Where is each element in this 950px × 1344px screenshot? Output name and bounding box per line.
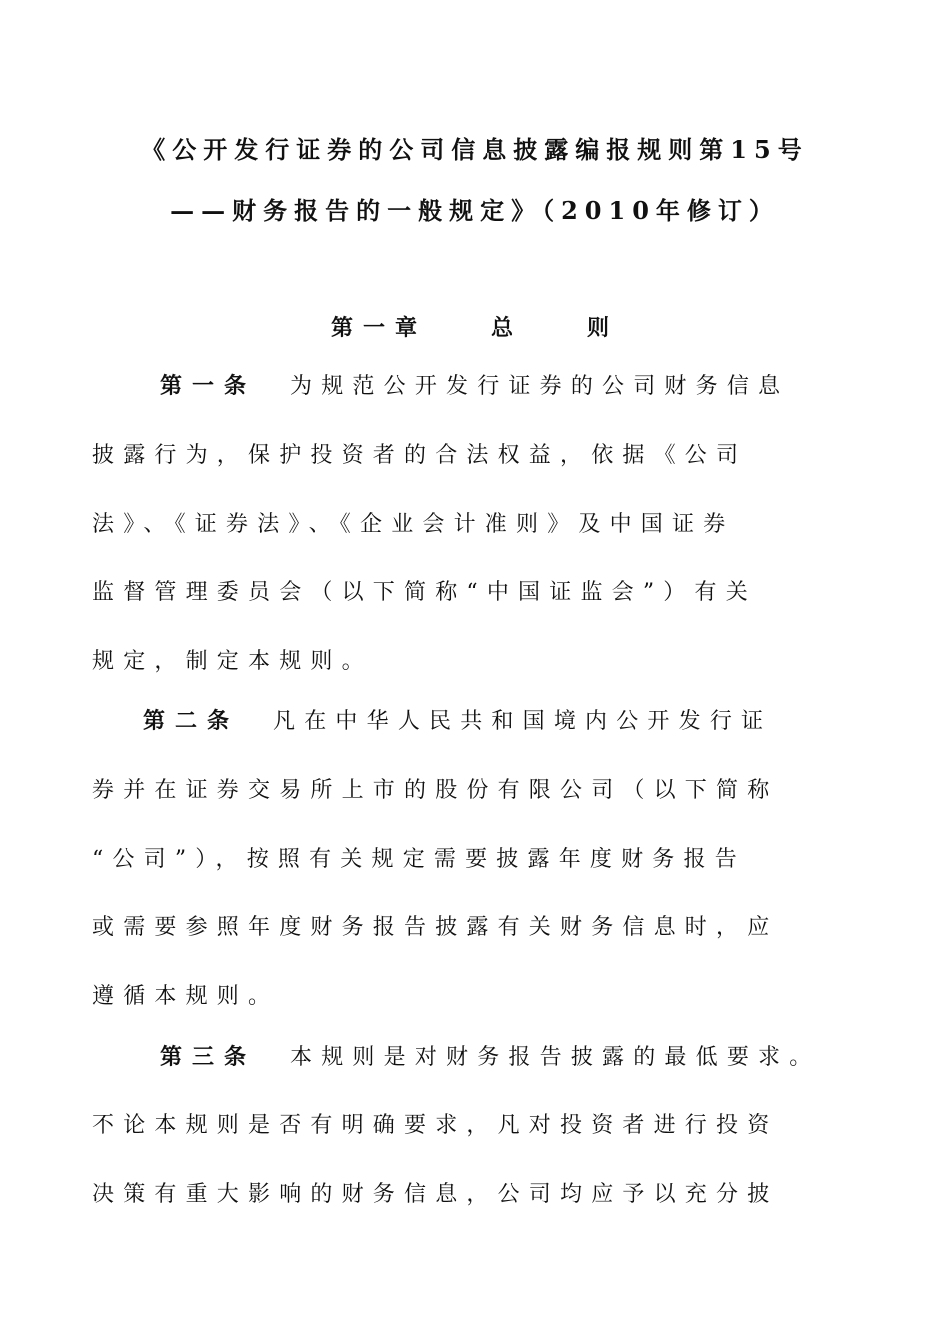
article-3-text-line: 本规则是对财务报告披露的最低要求。	[290, 1045, 821, 1070]
article-2-text-line: 或需要参照年度财务报告披露有关财务信息时，应	[92, 915, 779, 940]
article-1-text-line: 披露行为，保护投资者的合法权益，依据《公司	[92, 443, 748, 468]
article-1-text-line: 规定，制定本规则。	[92, 649, 373, 674]
article-2-text-line: “公司”），按照有关规定需要披露年度财务报告	[92, 847, 746, 872]
article-2-text-line: 券并在证券交易所上市的股份有限公司（以下简称	[92, 778, 779, 803]
article-3-text-line: 决策有重大影响的财务信息，公司均应予以充分披	[92, 1182, 779, 1207]
article-3-text-line: 不论本规则是否有明确要求，凡对投资者进行投资	[92, 1113, 779, 1138]
article-1-text-line: 为规范公开发行证券的公司财务信息	[290, 374, 790, 399]
chapter-heading: 第一章 总 则	[330, 316, 619, 341]
article-2-text-line: 凡在中华人民共和国境内公开发行证	[273, 709, 773, 734]
article-2-first-line	[143, 707, 903, 737]
article-3-label: 第三条	[160, 1045, 257, 1070]
document-title-line-1: 《公开发行证券的公司信息披露编报规则第15号	[141, 135, 809, 164]
article-2-text-line: 遵循本规则。	[92, 984, 280, 1009]
article-2-label: 第二条	[143, 709, 240, 734]
article-3-first-line	[160, 1043, 920, 1073]
article-1-text-line: 法》、《证券法》、《企业会计准则》及中国证券	[92, 512, 735, 537]
article-1-text-line: 监督管理委员会（以下简称“中国证监会”）有关	[92, 580, 757, 605]
document-title-line-2: ——财务报告的一般规定》（2010年修订）	[170, 196, 780, 225]
article-1-first-line	[160, 372, 920, 402]
article-1-label: 第一条	[160, 374, 257, 399]
